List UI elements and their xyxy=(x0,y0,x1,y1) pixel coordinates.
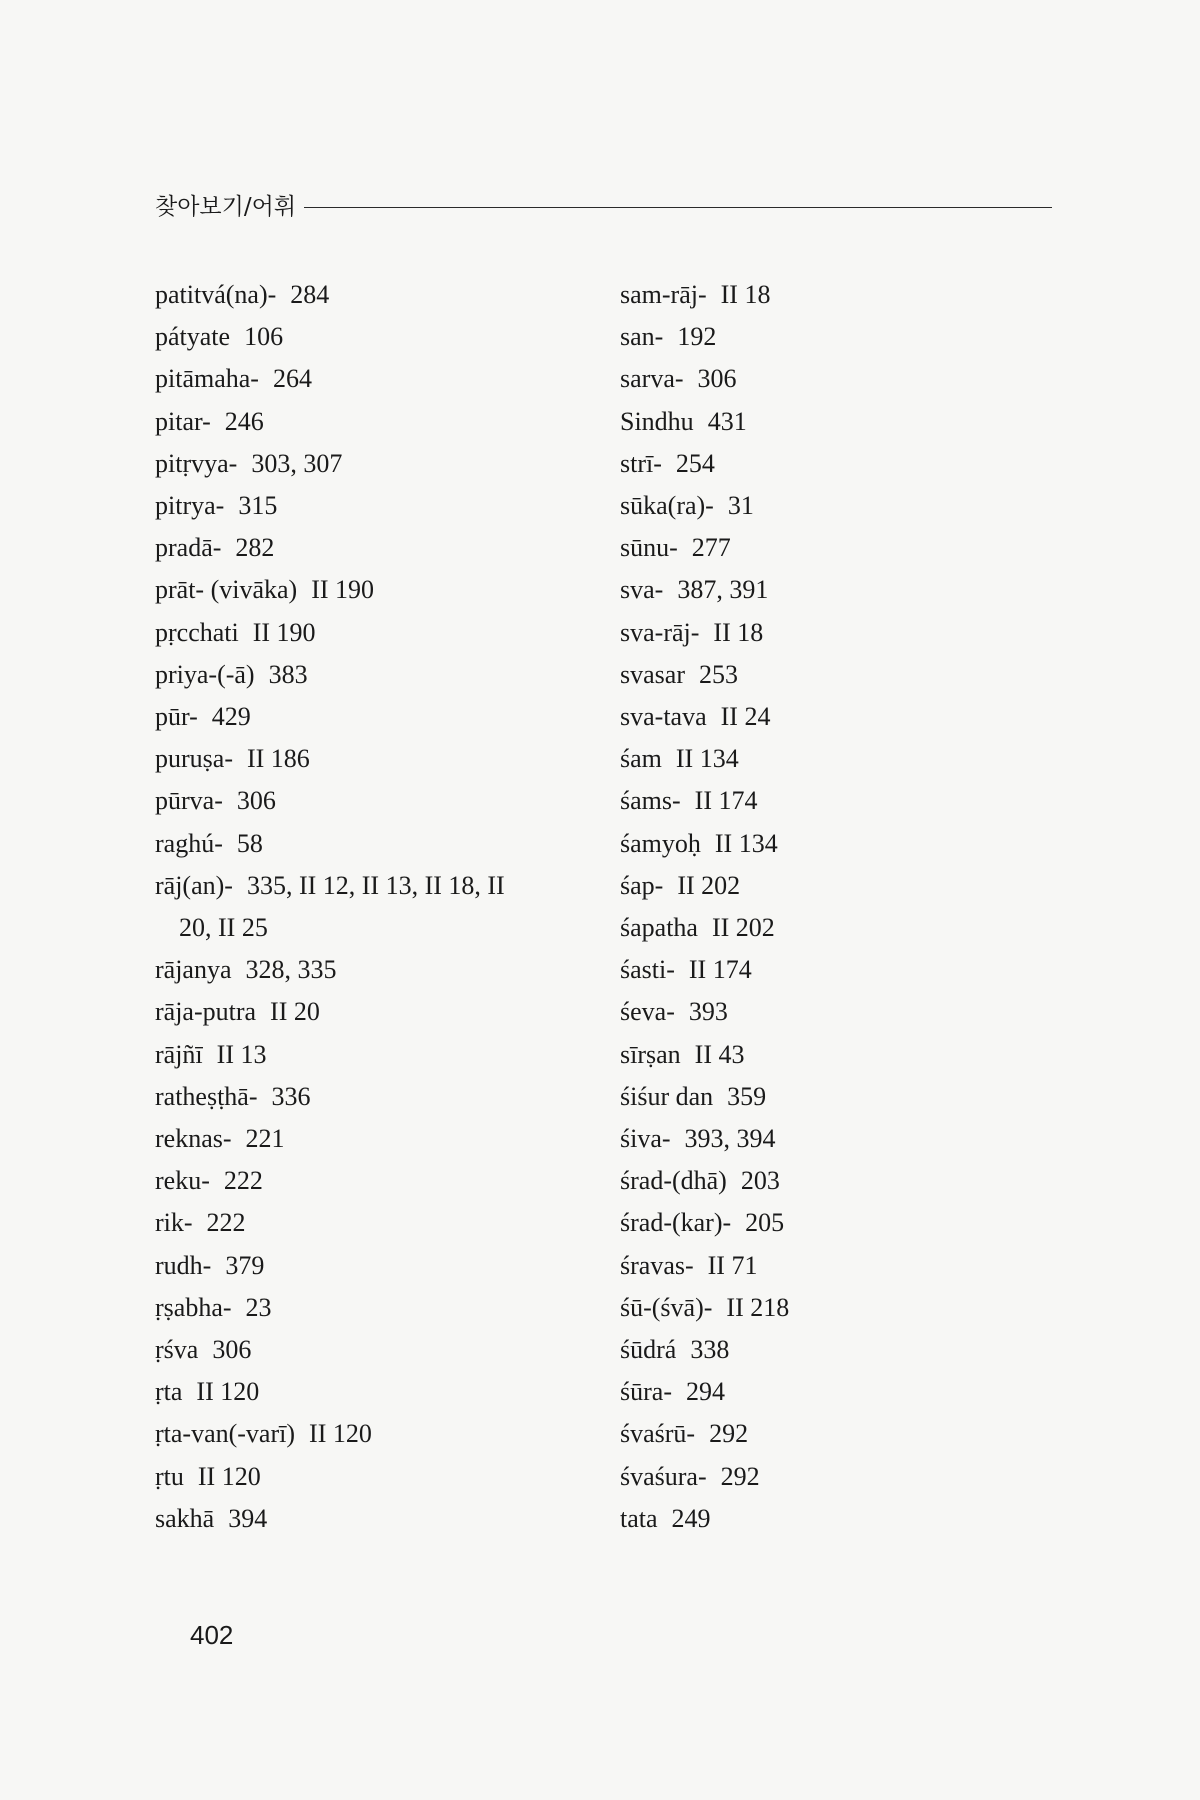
index-term: śrad-(kar)- xyxy=(620,1208,732,1238)
index-term: śvaśura- xyxy=(620,1461,707,1491)
index-term: sam-rāj- xyxy=(620,280,707,309)
index-entry xyxy=(155,1371,585,1413)
index-entry xyxy=(620,612,1050,654)
index-term: ṛśva xyxy=(155,1335,199,1365)
index-term: puruṣa- xyxy=(155,744,233,774)
index-entry xyxy=(155,1329,585,1371)
index-page-ref: 246 xyxy=(224,406,264,436)
index-page-ref: II 202 xyxy=(677,870,741,900)
index-term: rājanya xyxy=(155,955,232,985)
index-entry xyxy=(620,485,1050,527)
index-page-ref: II 190 xyxy=(252,617,316,647)
index-page-ref: 264 xyxy=(272,364,312,394)
index-term: priya-(-ā) xyxy=(155,659,255,689)
index-page-ref: II 120 xyxy=(309,1419,372,1449)
index-page-ref: II 71 xyxy=(707,1250,758,1280)
index-term: śam xyxy=(620,744,662,774)
index-term: reknas- xyxy=(155,1124,232,1154)
index-entry xyxy=(620,1287,1050,1329)
index-entry xyxy=(620,907,1050,949)
index-term: śravas- xyxy=(620,1250,694,1280)
index-page-ref: II 174 xyxy=(688,955,752,985)
index-page-ref: 306 xyxy=(697,364,737,394)
index-entry xyxy=(155,401,585,443)
index-term: ratheṣṭhā- xyxy=(155,1081,258,1111)
index-term: pitṛvya- xyxy=(155,448,238,478)
index-term: prāt- (vivāka) xyxy=(155,575,298,605)
index-entry xyxy=(155,443,585,485)
index-term: ṛṣabha- xyxy=(155,1292,232,1322)
index-column-right xyxy=(620,274,1050,1540)
index-page-ref: 253 xyxy=(698,659,738,689)
index-term: sva-tava xyxy=(620,702,707,732)
index-term: san- xyxy=(620,322,664,352)
index-page-ref: II 18 xyxy=(713,617,764,647)
index-term: pitāmaha- xyxy=(155,364,259,394)
index-term: raghú- xyxy=(155,828,223,858)
index-term: śūdrá xyxy=(620,1335,677,1365)
index-page-ref: 31 xyxy=(727,491,754,521)
index-page-ref: 303, 307 xyxy=(251,448,343,478)
index-entry xyxy=(620,1498,1050,1540)
index-entry xyxy=(620,1202,1050,1244)
index-term: pūr- xyxy=(155,702,198,732)
index-term: śams- xyxy=(620,786,681,816)
index-page-ref: 383 xyxy=(268,659,308,689)
index-term: rāj(an)- xyxy=(155,870,233,900)
header-title: 찾아보기/어휘 xyxy=(155,194,297,220)
index-term: Sindhu xyxy=(620,406,694,436)
index-term: śū-(śvā)- xyxy=(620,1292,713,1322)
index-entry xyxy=(620,1245,1050,1287)
index-term: rājñī xyxy=(155,1039,203,1069)
index-page-ref: II 43 xyxy=(694,1039,745,1069)
index-entry xyxy=(155,1245,585,1287)
index-entry xyxy=(155,1034,585,1076)
index-entry xyxy=(620,696,1050,738)
index-entry xyxy=(620,949,1050,991)
index-entry xyxy=(620,1371,1050,1413)
index-page-ref: 294 xyxy=(685,1377,725,1407)
index-term: śvaśrū- xyxy=(620,1419,696,1449)
index-entry xyxy=(155,527,585,569)
index-entry xyxy=(155,1118,585,1160)
index-page-ref: II 120 xyxy=(197,1461,261,1491)
index-entry xyxy=(620,654,1050,696)
index-page-ref: II 134 xyxy=(714,828,778,858)
index-entry xyxy=(155,1456,585,1498)
index-term: strī- xyxy=(620,448,662,478)
running-header xyxy=(155,188,1052,221)
index-entry xyxy=(620,443,1050,485)
index-term: sva- xyxy=(620,575,664,605)
index-term: sīrṣan xyxy=(620,1039,681,1069)
index-page-ref: II 190 xyxy=(311,575,375,605)
index-entry xyxy=(620,823,1050,865)
index-term: pátyate xyxy=(155,322,231,352)
index-page-ref: 292 xyxy=(720,1461,760,1491)
index-term: śūra- xyxy=(620,1377,672,1407)
index-term: sarva- xyxy=(620,364,684,394)
index-entry xyxy=(155,1160,585,1202)
index-entry xyxy=(155,865,585,907)
index-page-ref: 338 xyxy=(690,1335,730,1365)
index-page-ref: 306 xyxy=(236,786,276,816)
index-page-ref: 379 xyxy=(225,1250,265,1280)
index-term: pitrya- xyxy=(155,491,225,521)
index-entry xyxy=(620,274,1050,316)
index-page-ref: 328, 335 xyxy=(245,955,337,985)
index-column-left xyxy=(155,274,585,1540)
index-page-ref: 222 xyxy=(206,1208,246,1238)
index-term: sūnu- xyxy=(620,533,678,563)
index-page-ref: II 186 xyxy=(246,744,310,774)
index-page-ref: 315 xyxy=(238,491,278,521)
index-page-ref: 106 xyxy=(244,322,284,352)
index-entry xyxy=(620,1456,1050,1498)
index-page-ref: 23 xyxy=(245,1292,272,1322)
index-page-ref: 292 xyxy=(709,1419,749,1449)
index-term: ṛta-van(-varī) xyxy=(155,1419,296,1449)
index-entry xyxy=(155,612,585,654)
index-page-ref: 254 xyxy=(675,448,715,478)
index-entry xyxy=(620,1413,1050,1455)
index-page-ref: 306 xyxy=(212,1335,252,1365)
index-term: ṛta xyxy=(155,1377,183,1407)
index-term: śiva- xyxy=(620,1124,671,1154)
index-entry xyxy=(155,274,585,316)
index-entry xyxy=(620,1160,1050,1202)
index-term: pradā- xyxy=(155,533,222,563)
index-entry xyxy=(155,358,585,400)
index-page-ref-continuation: 20, II 25 xyxy=(179,913,268,943)
index-page-ref: 393, 394 xyxy=(684,1124,776,1154)
index-entry xyxy=(620,780,1050,822)
index-term: rāja-putra xyxy=(155,997,257,1027)
index-page-ref: II 13 xyxy=(216,1039,267,1069)
index-entry xyxy=(155,654,585,696)
index-page-ref: 387, 391 xyxy=(677,575,769,605)
index-term: sva-rāj- xyxy=(620,617,700,647)
index-entry xyxy=(155,316,585,358)
index-entry xyxy=(155,569,585,611)
index-entry xyxy=(620,527,1050,569)
index-entry xyxy=(620,865,1050,907)
index-entry xyxy=(620,316,1050,358)
index-entry xyxy=(620,358,1050,400)
index-entry xyxy=(155,949,585,991)
index-term: śapatha xyxy=(620,913,698,943)
index-entry xyxy=(155,823,585,865)
index-entry xyxy=(155,485,585,527)
index-entry xyxy=(620,401,1050,443)
index-term: śiśur dan xyxy=(620,1081,714,1111)
index-entry xyxy=(620,1076,1050,1118)
index-entry xyxy=(620,738,1050,780)
index-page-ref: 394 xyxy=(228,1503,268,1533)
index-term: rudh- xyxy=(155,1250,212,1280)
index-page-ref: 359 xyxy=(727,1081,767,1111)
index-term: svasar xyxy=(620,659,685,689)
index-page-ref: II 120 xyxy=(196,1377,260,1407)
index-term: sūka(ra)- xyxy=(620,491,714,521)
index-page-ref: II 218 xyxy=(726,1292,790,1322)
index-page-ref: 221 xyxy=(245,1124,285,1154)
index-term: patitvá(na)- xyxy=(155,280,277,309)
index-entry xyxy=(155,696,585,738)
index-entry xyxy=(155,1498,585,1540)
index-page-ref: 205 xyxy=(745,1208,785,1238)
index-page-ref: 192 xyxy=(677,322,717,352)
index-page-ref: 282 xyxy=(235,533,275,563)
index-entry xyxy=(155,991,585,1033)
index-page-ref: II 20 xyxy=(270,997,320,1027)
index-page-ref: II 24 xyxy=(720,702,771,732)
page-number: 402 xyxy=(190,1620,234,1650)
index-page-ref: 429 xyxy=(211,702,251,732)
index-page-ref: II 134 xyxy=(675,744,739,774)
index-page-ref: 431 xyxy=(707,406,747,436)
index-term: pitar- xyxy=(155,406,211,436)
index-term: pṛcchati xyxy=(155,617,239,647)
index-term: śap- xyxy=(620,870,664,900)
index-term: ṛtu xyxy=(155,1461,184,1491)
index-page-ref: 58 xyxy=(236,828,263,858)
index-entry xyxy=(620,569,1050,611)
index-page-ref: 335, II 12, II 13, II 18, II xyxy=(246,870,505,900)
index-entry xyxy=(620,1329,1050,1371)
index-page-ref: 336 xyxy=(271,1081,311,1111)
index-term: reku- xyxy=(155,1166,210,1196)
index-entry xyxy=(155,738,585,780)
index-page-ref: II 174 xyxy=(694,786,758,816)
index-term: pūrva- xyxy=(155,786,223,816)
index-page-ref: 222 xyxy=(223,1166,263,1196)
index-entry xyxy=(620,1034,1050,1076)
index-entry xyxy=(620,991,1050,1033)
index-page-ref: 249 xyxy=(671,1503,711,1533)
index-term: śrad-(dhā) xyxy=(620,1166,727,1196)
index-entry xyxy=(155,780,585,822)
index-page-ref: 393 xyxy=(688,997,728,1027)
index-term: śamyoḥ xyxy=(620,828,701,858)
index-entry xyxy=(155,1202,585,1244)
index-entry xyxy=(155,1076,585,1118)
index-term: śasti- xyxy=(620,955,675,985)
index-entry xyxy=(155,1413,585,1455)
index-page-ref: 203 xyxy=(740,1166,780,1196)
index-term: tata xyxy=(620,1503,658,1533)
index-entry xyxy=(620,1118,1050,1160)
index-page-ref: 277 xyxy=(691,533,731,563)
index-page-ref: II 18 xyxy=(720,280,771,309)
header-rule xyxy=(304,207,1052,208)
index-page-ref: II 202 xyxy=(711,913,775,943)
index-term: śeva- xyxy=(620,997,675,1027)
index-page-ref: 284 xyxy=(290,280,330,309)
index-entry xyxy=(155,1287,585,1329)
index-term: sakhā xyxy=(155,1503,215,1533)
index-term: rik- xyxy=(155,1208,193,1238)
